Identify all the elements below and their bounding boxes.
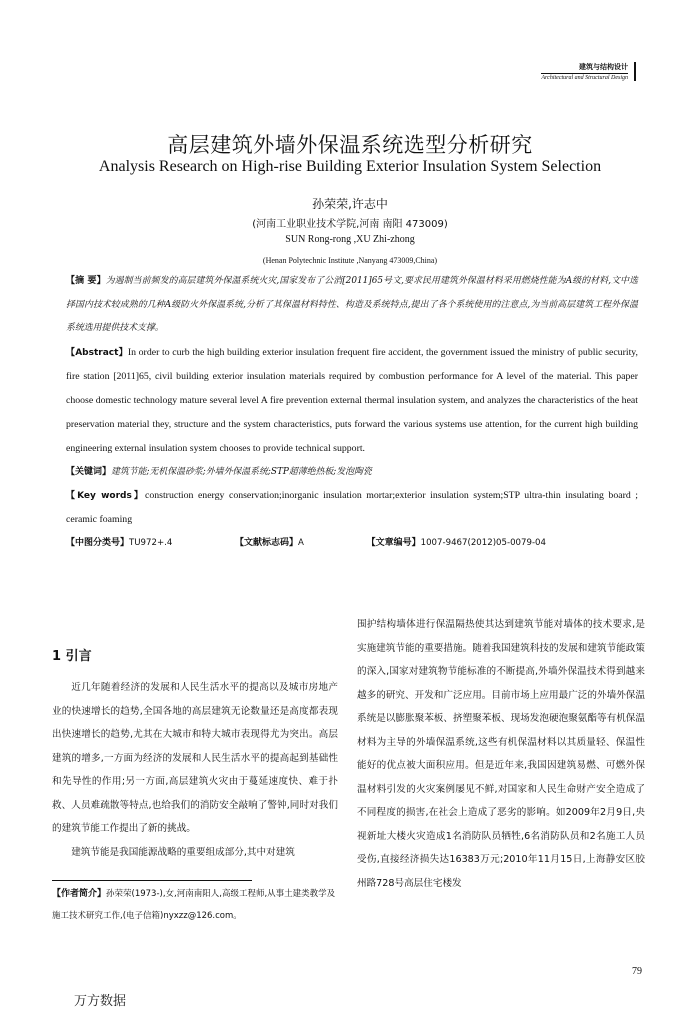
watermark: 万方数据 (74, 994, 127, 1009)
right-column (357, 613, 645, 895)
abstract-block (66, 270, 638, 556)
affiliation-en: (Henan Polytechnic Institute ,Nanyang 473009,China) (262, 256, 438, 265)
journal-section-en: Architectural and Structural Design (541, 75, 628, 81)
doc-code (235, 532, 304, 556)
doc-label: 【文献标志码】 (235, 538, 299, 548)
section-heading: 1 引言 (52, 649, 92, 664)
keywords-en-label: 【Key words】 (66, 491, 145, 501)
left-column (52, 645, 338, 927)
authors-cn: 孙荣荣,许志中 (312, 197, 388, 211)
keywords-en-text: construction energy conservation;inorganic insulation mortar;exterior insulation system;STP ultra-thin insulating board ; ceramic foaming (66, 490, 638, 525)
footnote-label: 【作者简介】 (52, 889, 107, 899)
clc-value: TU972+.4 (129, 538, 173, 548)
abstract-cn-label: 【摘 要】 (66, 276, 106, 286)
classification-row (66, 532, 546, 556)
journal-header (541, 62, 636, 81)
abstract-cn (66, 270, 638, 341)
article-value: 1007-9467(2012)05-0079-04 (420, 538, 546, 548)
keywords-cn-text: 建筑节能;无机保温砂浆;外墙外保温系统;STP超薄绝热板;发泡陶瓷 (111, 466, 372, 477)
footnote-text: 孙荣荣(1973-),女,河南南阳人,高级工程师,从事土建类教学及施工技术研究工作,(电子信箱)nyxzz@126.com。 (52, 889, 336, 921)
keywords-en (66, 484, 638, 532)
abstract-cn-text: 为遏制当前频发的高层建筑外保温系统火灾,国家发布了公消[2011]65号文,要求民用建筑外保温材料采用燃烧性能为A级的材料,文中选择国内技术较成熟的几种A级防火外保温系统,分析了其保温材料特性、构造及系统特点,提出了各个系统使用的注意点,为当前高层建筑工程外保温系统选用提供技术支撑。 (66, 276, 638, 333)
keywords-cn-label: 【关键词】 (66, 466, 112, 477)
clc-label: 【中图分类号】 (66, 538, 130, 548)
journal-section-cn: 建筑与结构设计 (579, 63, 628, 71)
footnote-divider (52, 880, 252, 881)
abstract-en-label: 【Abstract】 (66, 347, 128, 358)
clc-code (66, 532, 172, 556)
abstract-en (66, 341, 638, 461)
doc-value: A (298, 538, 304, 548)
page-number: 79 (632, 966, 642, 977)
affiliation-cn: (河南工业职业技术学院,河南 南阳 473009) (252, 219, 448, 230)
article-label: 【文章编号】 (366, 538, 421, 548)
author-footnote (52, 883, 338, 927)
article-code (367, 532, 546, 556)
paper-title-cn: 高层建筑外墙外保温系统选型分析研究 (167, 133, 533, 157)
intro-paragraph-continued: 围护结构墙体进行保温隔热使其达到建筑节能对墙体的技术要求,是实施建筑节能的重要措施。随着我国建筑科技的发展和建筑节能政策的深入,国家对建筑物节能标准的不断提高,外墙外保温技术得到越来越多的研究、开发和广泛应用。目前市场上应用最广泛的外墙外保温系统是以膨胀聚苯板、挤塑聚苯板、现场发泡硬泡聚氨酯等有机保温材料为主导的外墙保温系统,这些有机保温材料以其质量轻、保温性能好的优点被大面积应用。但是近年来,我国因建筑易燃、可燃外保温材料引发的火灾案例屡见不鲜,对国家和人民生命财产安全造成了不同程度的损害,在社会上造成了恶劣的影响。如2009年2月9日,央视新址大楼火灾造成1名消防队员牺牲,6名消防队员和2名施工人员受伤,直接经济损失达16383万元;2010年11月15日,上海静安区胶州路728号高层住宅楼发 (357, 619, 645, 889)
intro-paragraph-2: 建筑节能是我国能源战略的重要组成部分,其中对建筑 (71, 846, 295, 858)
paper-title-en: Analysis Research on High-rise Building Exterior Insulation System Selection (98, 158, 602, 175)
intro-paragraph-1: 近几年随着经济的发展和人民生活水平的提高以及城市房地产业的快速增长的趋势,全国各地的高层建筑无论数量还是高度都表现出快速增长的趋势,尤其在大城市和特大城市表现得尤为突出。高层建筑的增多,一方面为经济的发展和人民生活水平的提高起到基础性和先导性的作用;另一方面,高层建筑火灾由于蔓延速度快、难于扑救、人员难疏散等特点,也给我们的消防安全敲响了警钟,同时对我们的建筑节能工作提出了新的挑战。 (52, 682, 338, 834)
abstract-en-text: In order to curb the high building exterior insulation frequent fire accident, the government issued the ministry of public security, fire station [2011]65, civil building exterior insulation materials required by combustion performance for A level of the material. This paper choose domestic technology mature several level A fire prevention external thermal insulation system, and analyzes the characteristics of the heat preservation material they, structure and the system characteristics, puts forward the various systems use attention, for the current high building engineering external insulation system chooses to provide technical support. (66, 346, 638, 454)
authors-en: SUN Rong-rong ,XU Zhi-zhong (285, 234, 415, 245)
keywords-cn (66, 461, 638, 485)
